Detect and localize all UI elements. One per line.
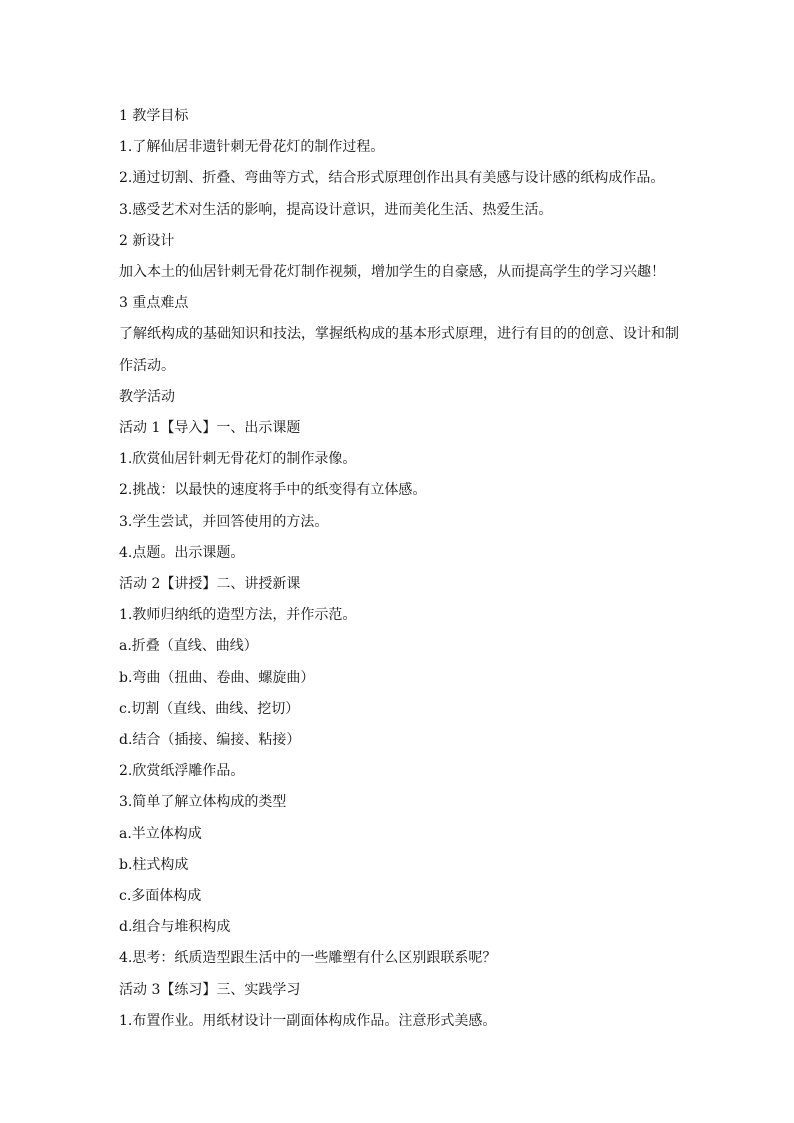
section-heading-new-design: 2 新设计 [119, 232, 175, 249]
list-item: 3.学生尝试，并回答使用的方法。 [119, 513, 329, 530]
section-heading-teaching-activities: 教学活动 [119, 388, 175, 405]
list-item: d.组合与堆积构成 [119, 919, 231, 936]
list-item: c.切割（直线、曲线、挖切） [119, 700, 300, 717]
list-item: 4.点题。出示课题。 [119, 544, 245, 561]
paragraph: 1.了解仙居非遗针刺无骨花灯的制作过程。 [119, 139, 385, 156]
activity-heading: 活动 2【讲授】二、讲授新课 [119, 576, 301, 593]
activity-heading: 活动 3【练习】三、实践学习 [119, 981, 301, 998]
list-item: 1.布置作业。用纸材设计一副面体构成作品。注意形式美感。 [119, 1012, 497, 1029]
paragraph: 了解纸构成的基础知识和技法，掌握纸构成的基本形式原理，进行有目的的创意、设计和制作活动。 [119, 326, 679, 374]
list-item: 1.欣赏仙居针刺无骨花灯的制作录像。 [119, 451, 357, 468]
list-item: 4.思考：纸质造型跟生活中的一些雕塑有什么区别跟联系呢？ [119, 950, 497, 967]
document-body [119, 101, 679, 1037]
section-heading-teaching-goals: 1 教学目标 [119, 108, 189, 124]
paragraph: 2.通过切割、折叠、弯曲等方式，结合形式原理创作出具有美感与设计感的纸构成作品。 [119, 170, 665, 187]
paragraph: 加入本土的仙居针刺无骨花灯制作视频，增加学生的自豪感，从而提高学生的学习兴趣！ [119, 264, 665, 281]
list-item: c.多面体构成 [119, 888, 202, 905]
list-item: 1.教师归纳纸的造型方法，并作示范。 [119, 607, 357, 624]
list-item: 3.简单了解立体构成的类型 [119, 794, 287, 811]
list-item: 2.欣赏纸浮雕作品。 [119, 763, 245, 780]
list-item: a.折叠（直线、曲线） [119, 638, 258, 655]
list-item: a.半立体构成 [119, 825, 202, 842]
list-item: 2.挑战：以最快的速度将手中的纸变得有立体感。 [119, 482, 427, 499]
paragraph: 3.感受艺术对生活的影响，提高设计意识，进而美化生活、热爱生活。 [119, 201, 553, 218]
list-item: d.结合（插接、编接、粘接） [119, 732, 301, 749]
list-item: b.弯曲（扭曲、卷曲、螺旋曲） [119, 669, 315, 686]
activity-heading: 活动 1【导入】一、出示课题 [119, 420, 301, 437]
section-heading-key-difficulties: 3 重点难点 [119, 295, 189, 312]
list-item: b.柱式构成 [119, 856, 189, 873]
